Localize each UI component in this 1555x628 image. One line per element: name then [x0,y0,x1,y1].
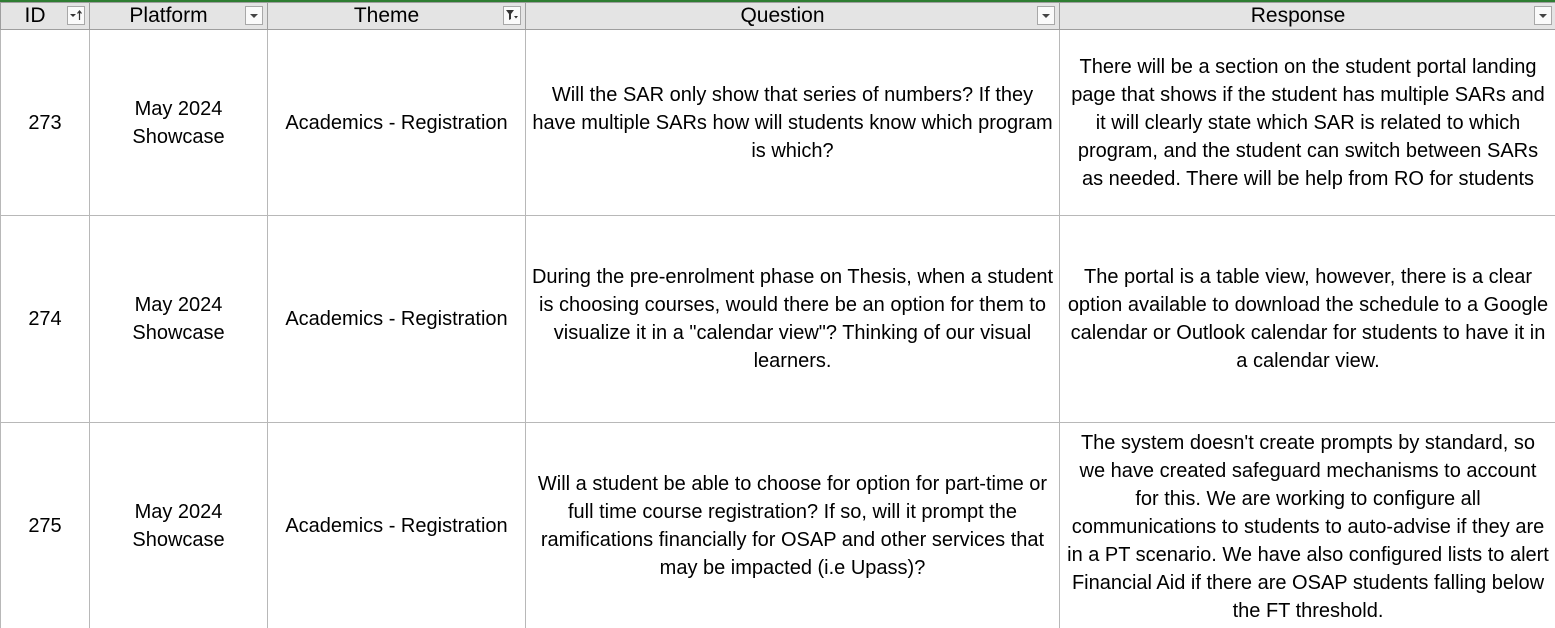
column-header-theme[interactable] [268,3,526,30]
cell-response[interactable]: There will be a section on the student portal landing page that shows if the student has multiple SARs and it will clearly state which SAR is related to which program, and the student can switch between SARs as needed. There will be help from RO for students [1060,30,1555,216]
cell-question[interactable]: Will the SAR only show that series of numbers? If they have multiple SARs how will students know which program is which? [526,30,1060,216]
cell-platform[interactable]: May 2024 Showcase [90,423,268,628]
table-row [1,423,1555,628]
table-row [1,216,1555,423]
column-header-label: ID [24,4,46,27]
sort-ascending-filter-icon[interactable] [67,6,85,25]
column-header-id[interactable] [1,3,90,30]
filter-applied-icon[interactable] [503,6,521,25]
cell-theme[interactable]: Academics - Registration [268,30,526,216]
cell-id[interactable]: 275 [1,423,90,628]
cell-question[interactable]: During the pre-enrolment phase on Thesis, when a student is choosing courses, would there be an option for them to visualize it in a "calendar view"? Thinking of our visual learners. [526,216,1060,423]
column-header-label: Response [1250,4,1346,27]
header-row [1,3,1555,30]
column-header-label: Theme [353,4,420,27]
column-header-label: Question [740,4,825,27]
dropdown-arrow-icon[interactable] [1534,6,1552,25]
cell-question[interactable]: Will a student be able to choose for option for part-time or full time course registration? If so, will it prompt the ramifications financially for OSAP and other services that may be impacted (i.e Upass)? [526,423,1060,628]
cell-response[interactable]: The system doesn't create prompts by standard, so we have created safeguard mechanisms to account for this. We are working to configure all communications to students to auto-advise if they are in a PT scenario. We have also configured lists to alert Financial Aid if there are OSAP students falling below the FT threshold. [1060,423,1555,628]
cell-theme[interactable]: Academics - Registration [268,216,526,423]
column-header-question[interactable] [526,3,1060,30]
column-header-label: Platform [129,4,208,27]
cell-theme[interactable]: Academics - Registration [268,423,526,628]
cell-response[interactable]: The portal is a table view, however, there is a clear option available to download the schedule to a Google calendar or Outlook calendar for students to have it in a calendar view. [1060,216,1555,423]
dropdown-arrow-icon[interactable] [245,6,263,25]
column-header-response[interactable] [1060,3,1555,30]
cell-id[interactable]: 274 [1,216,90,423]
data-table [0,2,1555,628]
dropdown-arrow-icon[interactable] [1037,6,1055,25]
table-row [1,30,1555,216]
column-header-platform[interactable] [90,3,268,30]
cell-platform[interactable]: May 2024 Showcase [90,216,268,423]
cell-platform[interactable]: May 2024 Showcase [90,30,268,216]
cell-id[interactable]: 273 [1,30,90,216]
